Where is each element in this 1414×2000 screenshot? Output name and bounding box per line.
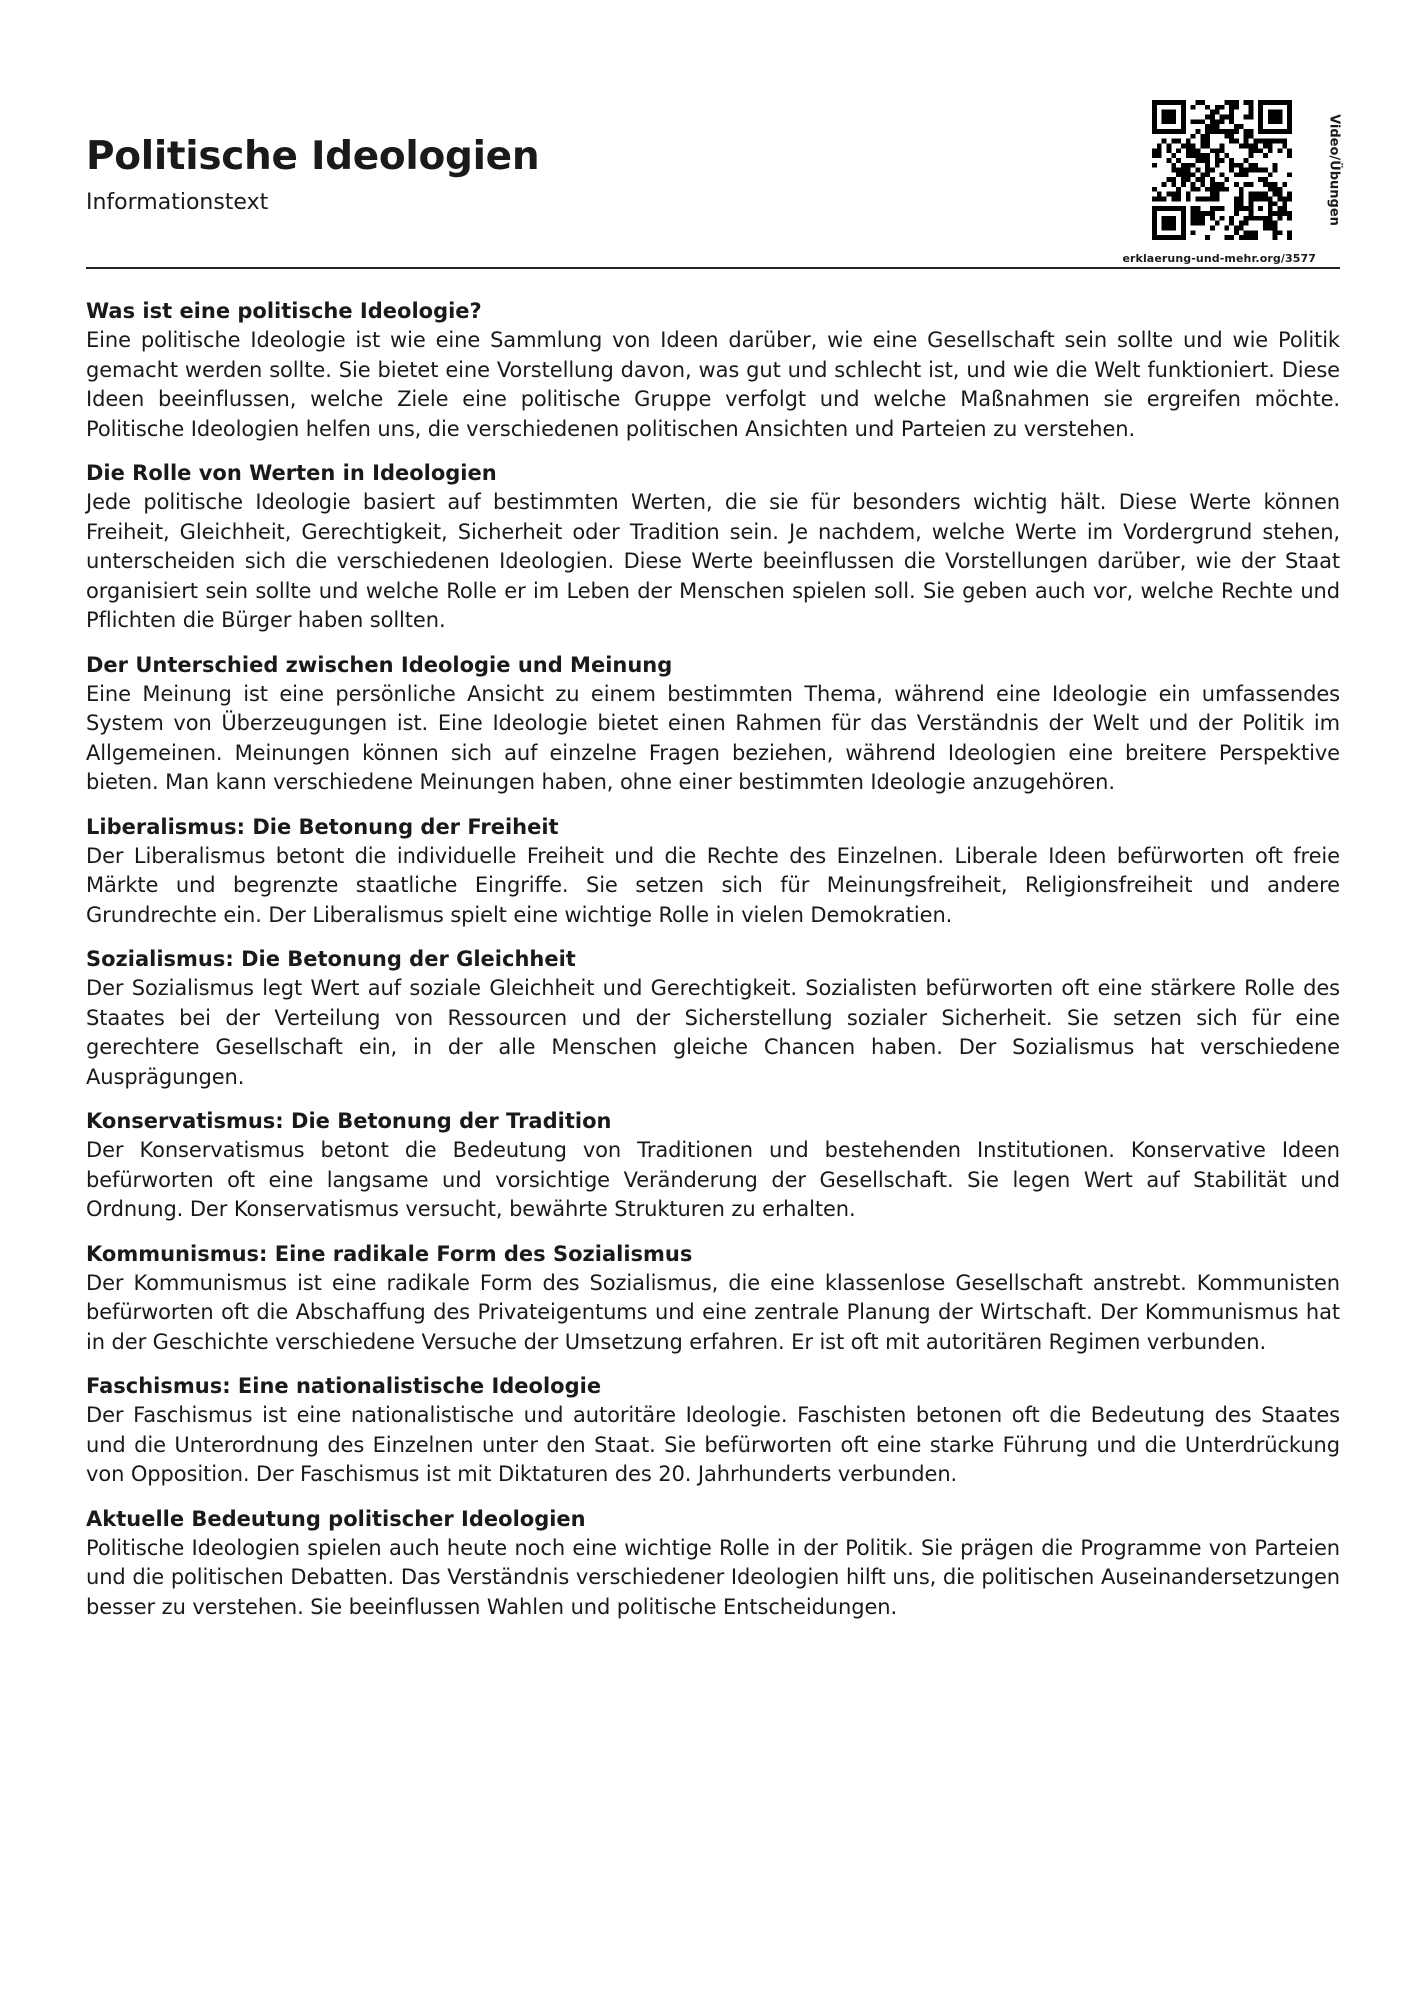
section-heading: Konservatismus: Die Betonung der Tradition [86, 1109, 612, 1133]
section-text: Der Faschismus ist eine nationalistische und autoritäre Ideologie. Faschisten betonen oft die Bedeutung des Staates und die Unterordnung des Einzelnen unter den Staat. Sie befürworten oft eine starke Führung und die Unterdrückung von Opposition. Der Faschismus ist mit Diktaturen des 20. Jahrhunderts verbunden. [86, 1403, 1340, 1486]
section-ideologie-und-meinung [86, 651, 1340, 798]
section-was-ist-ideologie [86, 297, 1340, 444]
section-text: Eine Meinung ist eine persönliche Ansicht zu einem bestimmten Thema, während eine Ideologie ein umfassendes System von Überzeugungen ist. Eine Ideologie bietet einen Rahmen für das Verständnis der Welt und der Politik im Allgemeinen. Meinungen können sich auf einzelne Fragen beziehen, während Ideologien eine breitere Perspektive bieten. Man kann verschiedene Meinungen haben, ohne einer bestimmten Ideologie anzugehören. [86, 681, 1340, 794]
qr-url-link[interactable]: erklaerung-und-mehr.org/3577 [1122, 252, 1316, 265]
video-exercises-label: Video/Übungen [1326, 114, 1342, 226]
section-heading: Was ist eine politische Ideologie? [86, 299, 482, 323]
section-text: Der Sozialismus legt Wert auf soziale Gleichheit und Gerechtigkeit. Sozialisten befürworten oft eine stärkere Rolle des Staates bei der Verteilung von Ressourcen und der Sicherstellung sozialer Sicherheit. Sie setzen sich für eine gerechtere Gesellschaft ein, in der alle Menschen gleiche Chancen haben. Der Sozialismus hat verschiedene Ausprägungen. [86, 976, 1340, 1089]
section-heading: Liberalismus: Die Betonung der Freiheit [86, 814, 559, 839]
section-text: Eine politische Ideologie ist wie eine Sammlung von Ideen darüber, wie eine Gesellschaft sein sollte und wie Politik gemacht werden sollte. Sie bietet eine Vorstellung davon, was gut und schlecht ist, und wie die Welt funktioniert. Diese Ideen beeinflussen, welche Ziele eine politische Gruppe verfolgt und welche Maßnahmen sie ergreifen möchte. Politische Ideologien helfen uns, die verschiedenen politischen Ansichten und Parteien zu verstehen. [86, 328, 1340, 441]
section-text: Der Konservatismus betont die Bedeutung von Traditionen und bestehenden Institutionen. Konservative Ideen befürworten oft eine langsame und vorsichtige Veränderung der Gesellschaft. Sie legen Wert auf Stabilität und Ordnung. Der Konservatismus versucht, bewährte Strukturen zu erhalten. [86, 1138, 1340, 1221]
section-rolle-von-werten [86, 459, 1340, 636]
section-kommunismus [86, 1240, 1340, 1358]
section-aktuelle-bedeutung [86, 1505, 1340, 1623]
section-heading: Der Unterschied zwischen Ideologie und Meinung [86, 652, 673, 677]
section-liberalismus [86, 813, 1340, 931]
page-subtitle: Informationstext [86, 190, 269, 215]
section-heading: Faschismus: Eine nationalistische Ideologie [86, 1374, 602, 1398]
section-heading: Sozialismus: Die Betonung der Gleichheit [86, 947, 576, 971]
section-heading: Kommunismus: Eine radikale Form des Sozialismus [86, 1241, 693, 1266]
content [86, 297, 1340, 1637]
section-text: Der Liberalismus betont die individuelle Freiheit und die Rechte des Einzelnen. Liberale Ideen befürworten oft freie Märkte und begrenzte staatliche Eingriffe. Sie setzen sich für Meinungsfreiheit, Religionsfreiheit und andere Grundrechte ein. Der Liberalismus spielt eine wichtige Rolle in vielen Demokratien. [86, 843, 1340, 927]
page-title: Politische Ideologien [86, 134, 540, 179]
section-heading: Aktuelle Bedeutung politischer Ideologien [86, 1506, 586, 1531]
section-sozialismus [86, 945, 1340, 1092]
section-faschismus [86, 1372, 1340, 1490]
section-heading: Die Rolle von Werten in Ideologien [86, 461, 497, 485]
section-konservatismus [86, 1107, 1340, 1225]
section-text: Der Kommunismus ist eine radikale Form des Sozialismus, die eine klassenlose Gesellschaft anstrebt. Kommunisten befürworten oft die Abschaffung des Privateigentums und eine zentrale Planung der Wirtschaft. Der Kommunismus hat in der Geschichte verschiedene Versuche der Umsetzung erfahren. Er ist oft mit autoritären Regimen verbunden. [86, 1270, 1340, 1354]
section-text: Politische Ideologien spielen auch heute noch eine wichtige Rolle in der Politik. Sie prägen die Programme von Parteien und die politischen Debatten. Das Verständnis verschiedener Ideologien hilft uns, die politischen Auseinandersetzungen besser zu verstehen. Sie beeinflussen Wahlen und politische Entscheidungen. [86, 1535, 1340, 1619]
qr-code-icon[interactable] [1152, 100, 1292, 240]
section-text: Jede politische Ideologie basiert auf bestimmten Werten, die sie für besonders wichtig hält. Diese Werte können Freiheit, Gleichheit, Gerechtigkeit, Sicherheit oder Tradition sein. Je nachdem, welche Werte im Vordergrund stehen, unterscheiden sich die verschiedenen Ideologien. Diese Werte beeinflussen die Vorstellungen darüber, wie der Staat organisiert sein sollte und welche Rolle er im Leben der Menschen spielen soll. Sie geben auch vor, welche Rechte und Pflichten die Bürger haben sollten. [86, 490, 1340, 632]
header [86, 0, 1340, 270]
header-divider [86, 267, 1340, 269]
